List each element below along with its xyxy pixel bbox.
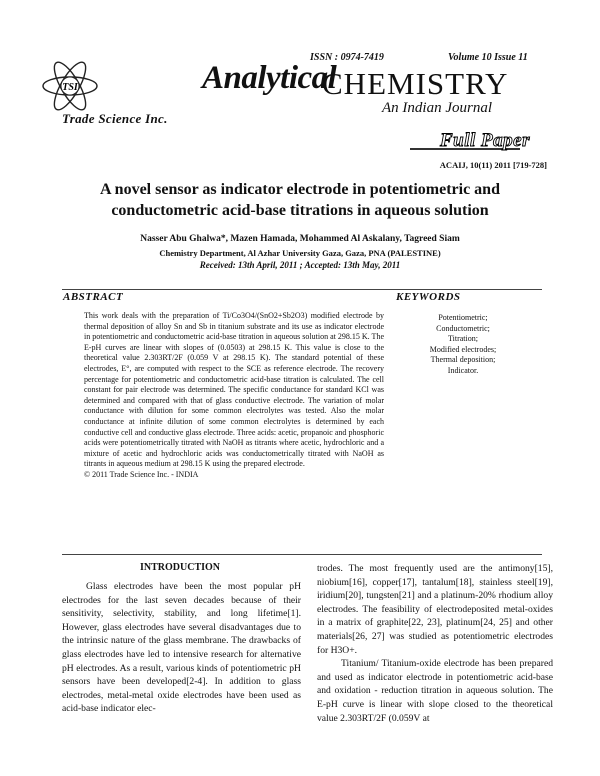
abstract-heading: ABSTRACT (63, 291, 124, 303)
body-paragraph: Glass electrodes have been the most popular pH electrodes for the last seven decades because of their sensitivity, selectivity, stability, and long lifetime[1]. However, glass electrodes have several disadvantages due to the intrinsic nature of the glass membrane. The drawbacks of glass electrodes have led to intensive research for alternative pH electrodes. As a result, various kinds of potentiometric pH sensors have been developed[2-4]. In addition to glass electrodes, metal-metal oxide electrodes have been used as acid-base indicator elec- (62, 581, 301, 715)
section-rule-top (62, 289, 542, 290)
body-column-left (62, 580, 301, 716)
body-paragraph: trodes. The most frequently used are the antimony[15], niobium[16], copper[17], tantalum[18], stainless steel[19], iridium[20], tungsten[21] and a platinum-20% rhodium alloy electrodes. The feasibility of electrodeposited metal-oxides in a matrix of graphite[22, 23], platinum[24, 25] and other materials[26, 27] was studied as potentiometric electrodes for H3O+. (317, 563, 553, 656)
body-column-right (317, 562, 553, 725)
keyword-item: Potentiometric; (438, 313, 488, 322)
authors: Nasser Abu Ghalwa*, Mazen Hamada, Mohammed Al Askalany, Tagreed Siam (140, 234, 460, 244)
issn: ISSN : 0974-7419 (310, 52, 384, 63)
keyword-item: Titration; (448, 334, 478, 344)
abstract-text: This work deals with the preparation of Ti/Co3O4/(SnO2+Sb2O3) modified electrode by thermal deposition of alloy Sn and Sb in titanium substrate and its use as indicator electrode in potentiometric and conductometric acid-base titration in aqueous solution at 298.15 K. The E-pH curves are linear with slopes of (0.0503) at 298.15 K. This value is close to the theoretical value 2.303RT/2F (0.059 V at 298.15 K). The standard potential of these electrodes, E°, are computed with respect to the SCE as reference electrode. The recovery percentage for potentiometric and conductometric acid-base titration is calculated. The cell constant for pair electrode was determined. The specific conductance for standard KCl was determined and compared with that of glass conductive electrode. The variation of molar conductance with dilution for some common electrolytes was tested. Also the molar conductance at infinite dilution of some common electrolytes is determined by each conductive cell and conductive glass electrode. Three acids: acetic, propanoic and phosphoric acids were potentiometrically titrated with NaOH as titrants where acetic, hydrochloric and a mixture of acetic and hydrochloric acids was conductometrically titrated with NaOH as titrants in aqueous medium at 298.15 K using the prepared electrode. (84, 311, 384, 469)
volume-issue: Volume 10 Issue 11 (448, 52, 528, 63)
keywords-heading: KEYWORDS (396, 291, 461, 303)
affiliation: Chemistry Department, Al Azhar University Gaza, Gaza, PNA (PALESTINE) (159, 248, 441, 258)
journal-title-part2: CHEMISTRY (322, 66, 509, 101)
abstract-body (84, 311, 384, 481)
publisher-name: Trade Science Inc. (62, 111, 168, 126)
journal-subtitle: An Indian Journal (382, 100, 492, 116)
keyword-item: Indicator. (447, 365, 479, 375)
received-dates: Received: 13th April, 2011 ; Accepted: 13th May, 2011 (199, 260, 401, 270)
logo-text: TSI (62, 82, 78, 93)
citation: ACAIJ, 10(11) 2011 [719-728] (439, 160, 547, 170)
keywords-list (408, 313, 518, 377)
tsi-logo (40, 56, 100, 116)
keyword-item: Thermal deposition; (430, 355, 496, 365)
full-paper-label: Full Paper (440, 130, 530, 151)
introduction-heading: INTRODUCTION (140, 562, 221, 573)
keyword-item: Conductometric; (436, 323, 490, 333)
section-rule-bottom (62, 554, 542, 555)
article-title (60, 179, 540, 221)
title-line-1: A novel sensor as indicator electrode in potentiometric and (100, 181, 500, 198)
journal-title-part1: Analytical (202, 60, 337, 96)
abstract-copyright: © 2011 Trade Science Inc. - INDIA (84, 469, 199, 479)
title-line-2: conductometric acid-base titrations in aqueous solution (111, 202, 489, 219)
body-paragraph: Titanium/ Titanium-oxide electrode has been prepared and used as indicator electrode in potentiometric acid-base and oxidation - reduction titration in aqueous solution. The E-pH curve is linear with slope closed to the theoretical value 2.303RT/2F (0.059V at (317, 658, 553, 724)
keyword-item: Modified electrodes; (429, 344, 497, 354)
